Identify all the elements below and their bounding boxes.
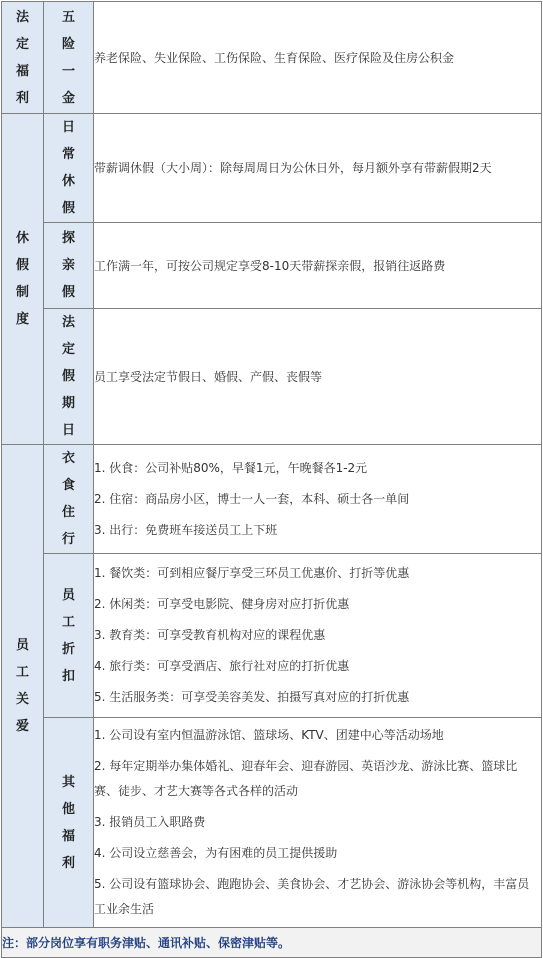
list-item: 2. 每年定期举办集体婚礼、迎春年会、迎春游园、英语沙龙、游泳比赛、篮球比赛、徒步、才艺大赛等各式各样的活动 (94, 759, 518, 798)
care-row-discount (2, 554, 542, 718)
care-row-other (2, 718, 542, 928)
list-item: 2. 休闲类：可享受电影院、健身房对应打折优惠 (94, 597, 350, 611)
list-item: 2. 住宿：商品房小区，博士一人一套，本科、硕士各一单间 (94, 491, 410, 506)
other-benefits-content (94, 718, 542, 928)
sub-family-leave (44, 223, 94, 309)
sub-daily-leave (44, 114, 94, 223)
sub-living (44, 445, 94, 554)
sub-label: 探亲假 (61, 231, 75, 300)
sub-label: 员工折扣 (61, 587, 75, 684)
care-row-living (2, 445, 542, 554)
sub-other-benefits (44, 718, 94, 928)
legal-welfare-content: 养老保险、失业保险、工伤保险、生育保险、医疗保险及住房公积金 (94, 2, 542, 114)
list-item: 4. 旅行类：可享受酒店、旅行社对应的打折优惠 (94, 659, 350, 673)
discount-content (94, 554, 542, 718)
list-item: 3. 教育类：可享受教育机构对应的课程优惠 (94, 628, 326, 642)
benefits-table (1, 1, 542, 958)
list-item: 3. 出行：免费班车接送员工上下班 (94, 522, 278, 537)
statutory-holiday-content: 员工享受法定节假日、婚假、产假、丧假等 (94, 309, 542, 445)
vacation-row-daily (2, 114, 542, 223)
sub-label: 法定假期日 (61, 315, 75, 438)
list-item: 4. 公司设立慈善会，为有困难的员工提供援助 (94, 846, 338, 860)
category-legal-welfare (2, 2, 44, 114)
list-item: 3. 报销员工入职路费 (94, 815, 206, 829)
sub-label: 日常休假 (61, 120, 75, 216)
footnote: 注：部分岗位享有职务津贴、通讯补贴、保密津贴等。 (2, 928, 542, 958)
sub-label: 其他福利 (61, 774, 75, 871)
sub-discount (44, 554, 94, 718)
category-label: 法定福利 (15, 9, 29, 106)
vacation-row-family (2, 223, 542, 309)
list-item: 5. 生活服务类：可享受美容美发、拍摄写真对应的打折优惠 (94, 690, 410, 704)
vacation-row-statutory (2, 309, 542, 445)
sub-statutory-holiday (44, 309, 94, 445)
list-item: 5. 公司设有篮球协会、跑跑协会、美食协会、才艺协会、游泳协会等机构，丰富员工业余生活 (94, 877, 530, 916)
family-leave-content: 工作满一年，可按公司规定享受8-10天带薪探亲假，报销往返路费 (94, 223, 542, 309)
list-item: 1. 伙食：公司补贴80%，早餐1元，午晚餐各1-2元 (94, 460, 368, 475)
category-label: 休假制度 (15, 231, 29, 327)
note-row (2, 928, 542, 958)
daily-leave-content: 带薪调休假（大小周）：除每周周日为公休日外，每月额外享有带薪假期2天 (94, 114, 542, 223)
sub-label: 五险一金 (61, 9, 75, 106)
category-employee-care (2, 445, 44, 928)
sub-five-insurances (44, 2, 94, 114)
sub-label: 衣食住行 (61, 451, 75, 547)
category-label: 员工关爱 (15, 638, 29, 734)
list-item: 1. 公司设有室内恒温游泳馆、篮球场、KTV、团建中心等活动场地 (94, 728, 444, 742)
living-content (94, 445, 542, 554)
legal-welfare-row (2, 2, 542, 114)
category-vacation (2, 114, 44, 445)
list-item: 1. 餐饮类：可到相应餐厅享受三环员工优惠价、打折等优惠 (94, 566, 410, 580)
